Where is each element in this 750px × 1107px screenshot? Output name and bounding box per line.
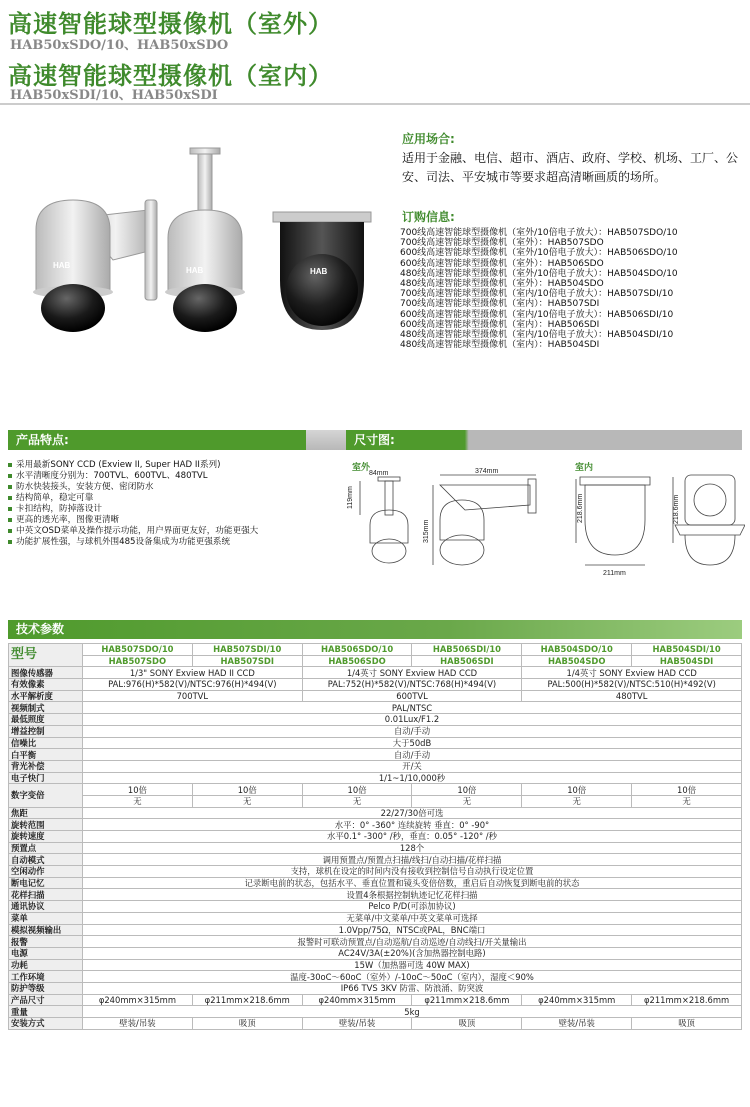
spec-value: HAB504SDO: [522, 655, 632, 667]
dim-218b: 218.6mm: [673, 494, 680, 524]
spec-value: 0.01Lux/F1.2: [83, 714, 742, 726]
table-row: [9, 1018, 742, 1030]
spec-value: 1/1~1/10,000秒: [83, 772, 742, 784]
spec-label: 工作环境: [9, 971, 83, 983]
table-row: [9, 725, 742, 737]
spec-label: 自动模式: [9, 854, 83, 866]
table-row: [9, 877, 742, 889]
spec-label: 电子快门: [9, 772, 83, 784]
table-row: [9, 702, 742, 714]
table-row: [9, 831, 742, 843]
spec-label: 白平衡: [9, 749, 83, 761]
spec-label: 模拟视频输出: [9, 924, 83, 936]
spec-value: 1/3" SONY Exview HAD II CCD: [83, 667, 303, 679]
model-label: 型号: [9, 644, 83, 667]
spec-value: 10倍: [83, 784, 193, 796]
table-row: [9, 807, 742, 819]
table-row: [9, 971, 742, 983]
table-row: [9, 901, 742, 913]
spec-value: Pelco P/D(可添加协议): [83, 901, 742, 913]
spec-value: HAB507SDO/10: [83, 644, 193, 656]
table-row: [9, 749, 742, 761]
spec-value: 无: [412, 795, 522, 807]
spec-value: 无: [302, 795, 412, 807]
spec-label: 旋转范围: [9, 819, 83, 831]
dim-211: 211mm: [603, 570, 626, 577]
spec-label: 背光补偿: [9, 760, 83, 772]
order-item: 480线高速智能球型摄像机（室内/10倍电子放大）：HAB504SDI/10: [400, 330, 674, 341]
spec-value: 无菜单/中文菜单/中英文菜单可选择: [83, 912, 742, 924]
subtitle-outdoor-models: HAB50xSDO/10、HAB50xSDO: [10, 38, 229, 53]
spec-value: 吸顶: [412, 1018, 522, 1030]
spec-value: HAB504SDI/10: [632, 644, 742, 656]
table-row: [9, 924, 742, 936]
table-row: [9, 772, 742, 784]
spec-value: φ211mm×218.6mm: [412, 994, 522, 1006]
spec-value: 壁装/吊装: [83, 1018, 193, 1030]
features-header: 产品特点:: [8, 430, 306, 450]
table-row: [9, 947, 742, 959]
order-item: 700线高速智能球型摄像机（室外）：HAB507SDO: [400, 238, 604, 249]
table-row: [9, 714, 742, 726]
spec-label: 有效像素: [9, 679, 83, 691]
spec-label: 焦距: [9, 807, 83, 819]
feature-item: 功能扩展性强，与球机外围485设备集成为功能更强系统: [8, 537, 258, 548]
spec-label: 信噪比: [9, 737, 83, 749]
brand-label: HAB: [310, 267, 328, 276]
table-row: [9, 866, 742, 878]
table-row: [9, 994, 742, 1006]
spec-value: PAL:500(H)*582(V)/NTSC:510(H)*492(V): [522, 679, 742, 691]
order-item: 600线高速智能球型摄像机（室内/10倍电子放大）：HAB506SDI/10: [400, 309, 674, 320]
spec-value: 1/4英寸 SONY Exview HAD CCD: [522, 667, 742, 679]
spec-label: 水平解析度: [9, 690, 83, 702]
spec-value: 自动/手动: [83, 749, 742, 761]
spec-value: 水平：0° -360° 连续旋转 垂直：0° -90°: [83, 819, 742, 831]
dim-374: 374mm: [475, 468, 499, 475]
spec-value: 128个: [83, 842, 742, 854]
spec-value: 22/27/30倍可选: [83, 807, 742, 819]
spec-label: 预置点: [9, 842, 83, 854]
spec-value: PAL:976(H)*582(V)/NTSC:976(H)*494(V): [83, 679, 303, 691]
spec-label: 产品尺寸: [9, 994, 83, 1006]
spec-value: 报警时可联动预置点/自动巡航/自动巡迹/自动线扫/开关量输出: [83, 936, 742, 948]
spec-value: 调用预置点/预置点扫描/线扫/自动扫描/花样扫描: [83, 854, 742, 866]
application-text: 适用于金融、电信、超市、酒店、政府、学校、机场、工厂、公安、司法、平安城市等要求超高清晰画质的场所。: [402, 151, 739, 184]
spec-label: 功耗: [9, 959, 83, 971]
spec-value: 无: [83, 795, 193, 807]
title-outdoor: 高速智能球型摄像机（室外）: [8, 9, 333, 38]
order-item: 700线高速智能球型摄像机（室内）：HAB507SDI: [400, 299, 600, 310]
spec-value: 设置4条根据控制轨迹记忆花样扫描: [83, 889, 742, 901]
spec-value: 480TVL: [522, 690, 742, 702]
spec-value: 无: [522, 795, 632, 807]
dim-indoor-label: 室内: [575, 463, 594, 473]
table-row: [9, 667, 742, 679]
spec-label: 电源: [9, 947, 83, 959]
spec-value: 记录断电前的状态，包括水平、垂直位置和镜头变倍倍数，重启后自动恢复到断电前的状态: [83, 877, 742, 889]
ordering-list: [400, 228, 678, 350]
table-row: [9, 679, 742, 691]
feature-item: 卡扣结构，防掉落设计: [8, 504, 258, 515]
spec-value: φ240mm×315mm: [302, 994, 412, 1006]
order-item: 700线高速智能球型摄像机（室外/10倍电子放大）：HAB507SDO/10: [400, 228, 678, 238]
spec-value: 温度-30oC～60oC（室外）/-10oC～50oC（室内），湿度＜90%: [83, 971, 742, 983]
order-item: 480线高速智能球型摄像机（室外）：HAB504SDO: [400, 279, 604, 290]
spec-value: IP66 TVS 3KV 防雷、防浪涌、防突波: [83, 982, 742, 994]
specs-header: 技术参数: [8, 620, 742, 639]
table-row: [9, 655, 742, 667]
feature-item: 采用最新SONY CCD (Exview II, Super HAD II系列): [8, 460, 258, 471]
feature-item: 水平清晰度分别为：700TVL、600TVL、480TVL: [8, 471, 258, 482]
spec-value: 自动/手动: [83, 725, 742, 737]
order-item: 480线高速智能球型摄像机（室内）：HAB504SDI: [400, 340, 600, 351]
order-item: 600线高速智能球型摄像机（室外/10倍电子放大）：HAB506SDO/10: [400, 248, 678, 259]
spec-value: 1/4英寸 SONY Exview HAD CCD: [302, 667, 522, 679]
spec-label: 断电记忆: [9, 877, 83, 889]
order-item: 600线高速智能球型摄像机（室外）：HAB506SDO: [400, 258, 604, 269]
spec-label: 花样扫描: [9, 889, 83, 901]
table-row: [9, 737, 742, 749]
spec-value: 10倍: [192, 784, 302, 796]
spec-value: 10倍: [302, 784, 412, 796]
spec-value: 支持，球机在设定的时间内没有接收到控制信号自动执行设定位置: [83, 866, 742, 878]
dim-119: 119mm: [347, 486, 354, 509]
table-row: [9, 644, 742, 656]
spec-value: HAB506SDI: [412, 655, 522, 667]
features-list: [8, 460, 258, 548]
table-row: [9, 912, 742, 924]
spec-value: PAL:752(H)*582(V)/NTSC:768(H)*494(V): [302, 679, 522, 691]
dim-84: 84mm: [369, 470, 389, 477]
specs-table: [8, 643, 742, 1030]
spec-label: 报警: [9, 936, 83, 948]
spec-value: 壁装/吊装: [522, 1018, 632, 1030]
spec-value: φ240mm×315mm: [83, 994, 193, 1006]
spec-value: 开/关: [83, 760, 742, 772]
spec-value: 5kg: [83, 1006, 742, 1018]
table-row: [9, 819, 742, 831]
order-item: 700线高速智能球型摄像机（室内/10倍电子放大）：HAB507SDI/10: [400, 289, 674, 300]
table-row: [9, 936, 742, 948]
spec-value: PAL/NTSC: [83, 702, 742, 714]
table-row: [9, 854, 742, 866]
spec-value: 水平0.1° -300° /秒，垂直：0.05° -120° /秒: [83, 831, 742, 843]
spec-label: 菜单: [9, 912, 83, 924]
spec-value: HAB507SDI/10: [192, 644, 302, 656]
order-item: 480线高速智能球型摄像机（室外/10倍电子放大）：HAB504SDO/10: [400, 268, 678, 279]
spec-label: 通讯协议: [9, 901, 83, 913]
spec-label: 安装方式: [9, 1018, 83, 1030]
table-row: [9, 784, 742, 796]
spec-label: 空闲动作: [9, 866, 83, 878]
application-title: 应用场合:: [402, 132, 455, 146]
table-row: [9, 795, 742, 807]
spec-value: 吸顶: [632, 1018, 742, 1030]
spec-label: 防护等级: [9, 982, 83, 994]
spec-value: HAB506SDI/10: [412, 644, 522, 656]
spec-value: 大于50dB: [83, 737, 742, 749]
spec-value: 700TVL: [83, 690, 303, 702]
feature-item: 中英文OSD菜单及操作提示功能，用户界面更友好，功能更强大: [8, 526, 258, 537]
feature-item: 结构简单，稳定可靠: [8, 493, 258, 504]
dim-outdoor-label: 室外: [352, 463, 371, 473]
table-row: [9, 760, 742, 772]
spec-value: 10倍: [632, 784, 742, 796]
spec-value: HAB506SDO: [302, 655, 412, 667]
spec-label: 图像传感器: [9, 667, 83, 679]
spec-value: HAB504SDI: [632, 655, 742, 667]
brand-label: HAB: [186, 266, 204, 275]
spec-value: 无: [192, 795, 302, 807]
spec-value: HAB506SDO/10: [302, 644, 412, 656]
spec-value: 1.0Vpp/75Ω，NTSC或PAL，BNC端口: [83, 924, 742, 936]
spec-value: φ211mm×218.6mm: [632, 994, 742, 1006]
spec-value: HAB507SDI: [192, 655, 302, 667]
spec-value: HAB504SDO/10: [522, 644, 632, 656]
feature-item: 更高的透光率，图像更清晰: [8, 515, 258, 526]
table-row: [9, 842, 742, 854]
spec-label: 旋转速度: [9, 831, 83, 843]
title-indoor: 高速智能球型摄像机（室内）: [8, 61, 333, 90]
dim-218a: 218.6mm: [577, 493, 584, 523]
spec-value: φ240mm×315mm: [522, 994, 632, 1006]
spec-value: AC24V/3A(±20%)(含加热器控制电路): [83, 947, 742, 959]
subtitle-indoor-models: HAB50xSDI/10、HAB50xSDI: [10, 88, 218, 103]
spec-value: 600TVL: [302, 690, 522, 702]
spec-label: 视频制式: [9, 702, 83, 714]
table-row: [9, 889, 742, 901]
table-row: [9, 982, 742, 994]
spec-value: φ211mm×218.6mm: [192, 994, 302, 1006]
table-row: [9, 690, 742, 702]
dim-315: 315mm: [423, 519, 430, 543]
spec-value: 壁装/吊装: [302, 1018, 412, 1030]
spec-label: 重量: [9, 1006, 83, 1018]
spec-label: 数字变倍: [9, 784, 83, 807]
spec-value: 10倍: [412, 784, 522, 796]
brand-label: HAB: [53, 261, 71, 270]
spec-value: HAB507SDO: [83, 655, 193, 667]
spec-value: 吸顶: [192, 1018, 302, 1030]
feature-item: 防水快装接头，安装方便、密闭防水: [8, 482, 258, 493]
spec-value: 15W（加热器可选 40W MAX): [83, 959, 742, 971]
spec-value: 10倍: [522, 784, 632, 796]
ordering-title: 订购信息:: [402, 210, 455, 224]
order-item: 600线高速智能球型摄像机（室内）：HAB506SDI: [400, 319, 600, 330]
spec-value: 无: [632, 795, 742, 807]
table-row: [9, 959, 742, 971]
table-row: [9, 1006, 742, 1018]
dimensions-header: 尺寸图:: [346, 430, 742, 450]
spec-label: 最低照度: [9, 714, 83, 726]
spec-label: 增益控制: [9, 725, 83, 737]
